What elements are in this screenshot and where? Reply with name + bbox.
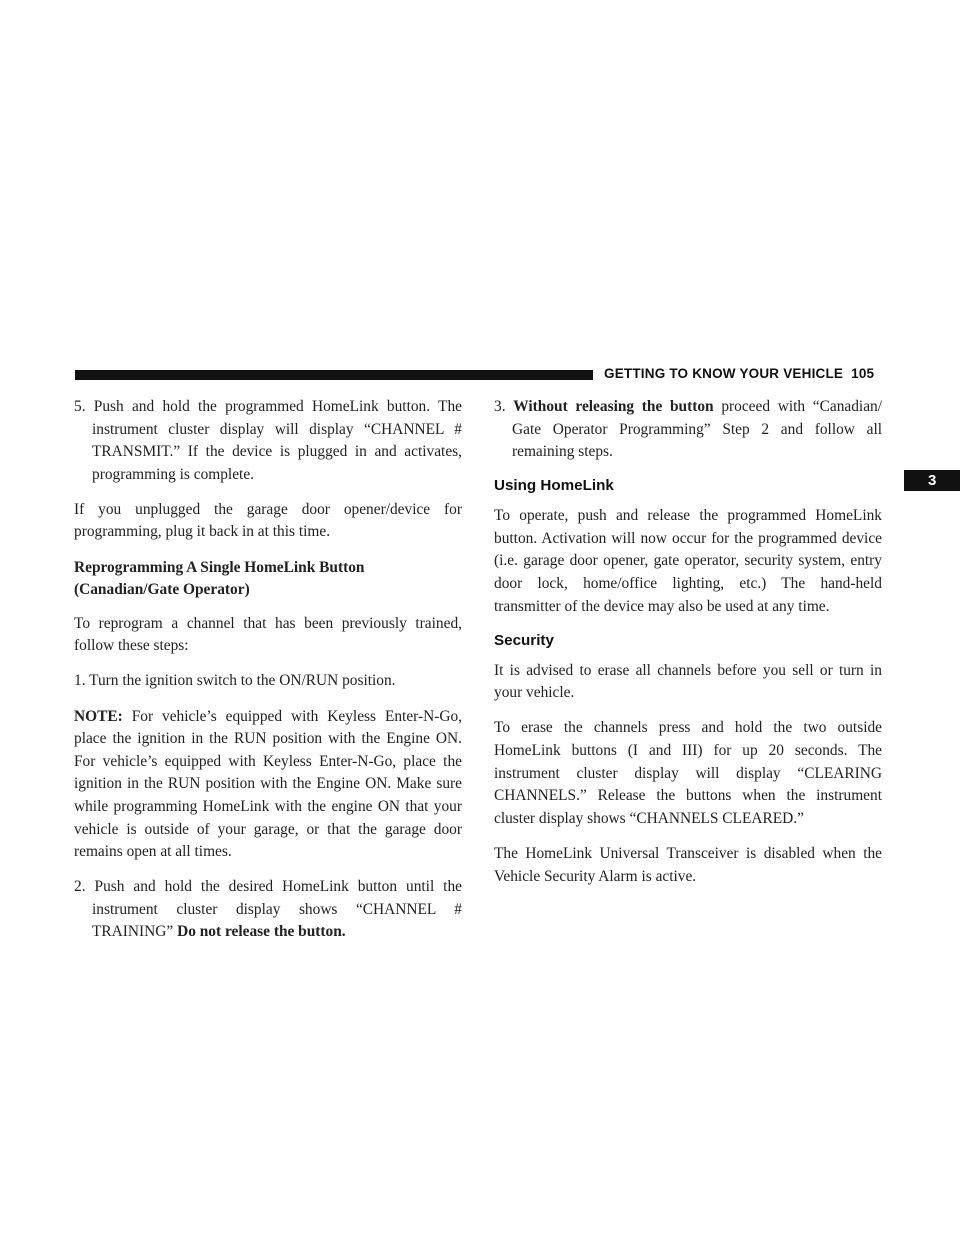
step-bold-text: Without releasing the button [513, 398, 714, 415]
note-label: NOTE: [74, 707, 123, 725]
paragraph-security-3: The HomeLink Universal Transceiver is disabled when the Vehicle Security Alarm is active. [494, 844, 882, 885]
chapter-tab: 3 [904, 470, 960, 491]
list-item-step-2 [74, 876, 462, 944]
list-item-step-5 [74, 396, 462, 486]
step-text: Push and hold the programmed HomeLink button. The instrument cluster display will display “CHANNEL # TRANSMIT.” If the device is plugged in and activates, programming is complete. [92, 398, 462, 483]
subheading-reprogramming [74, 557, 462, 602]
section-heading-security: Security [494, 631, 554, 649]
header-rule [75, 370, 593, 380]
paragraph-security-1: It is advised to erase all channels before you sell or turn in your vehicle. [494, 661, 882, 702]
step-number: 2. [74, 878, 86, 896]
running-header [604, 366, 874, 381]
list-item-step-1 [74, 670, 462, 693]
right-column [494, 396, 882, 901]
list-item-step-3 [494, 396, 882, 464]
paragraph-using-homelink: To operate, push and release the programmed HomeLink button. Activation will now occur for the programmed device (i.e. garage door opener, gate operator, security system, entry door lock, home/office lighting, etc.) The hand-held transmitter of the device may also be used at any time. [494, 507, 882, 615]
left-column [74, 396, 462, 956]
step-text: proceed with “Canadian/ Gate Operator Programming” Step 2 and follow all remaining steps. [512, 398, 883, 461]
step-text: Turn the ignition switch to the ON/RUN position. [89, 672, 396, 690]
step-number: 5. [74, 398, 86, 415]
paragraph-security-2: To erase the channels press and hold the two outside HomeLink buttons (I and III) for up 20 seconds. The instrument cluster display will display “CLEARING CHANNELS.” Release the buttons when the instrument cluster display shows “CHANNELS CLEARED.” [494, 719, 882, 827]
step-bold-text: Do not release the button. [177, 923, 346, 941]
section-title: GETTING TO KNOW YOUR VEHICLE [604, 366, 844, 381]
step-text: Push and hold the desired HomeLink button until the instrument cluster display shows “CHANNEL # TRAINING” [92, 878, 462, 941]
section-heading-using-homelink: Using HomeLink [494, 477, 614, 495]
paragraph-unplugged: If you unplugged the garage door opener/device for programming, plug it back in at this time. [74, 500, 462, 541]
subheading-line-2: (Canadian/Gate Operator) [74, 581, 250, 599]
step-number: 1. [74, 672, 86, 690]
step-number: 3. [494, 398, 506, 415]
page-number: 105 [851, 366, 875, 381]
note-paragraph [74, 706, 462, 864]
subheading-line-1: Reprogramming A Single HomeLink Button [74, 558, 365, 576]
note-text: For vehicle’s equipped with Keyless Enter-N-Go, place the ignition in the RUN position with the Engine ON. For vehicle’s equipped with Keyless Enter-N-Go, place the ignition in the RUN position with the Engine ON. Make sure while programming HomeLink with the engine ON that your vehicle is outside of your garage, or that the garage door remains open at all times. [74, 707, 462, 861]
paragraph-reprogram: To reprogram a channel that has been previously trained, follow these steps: [74, 614, 462, 655]
